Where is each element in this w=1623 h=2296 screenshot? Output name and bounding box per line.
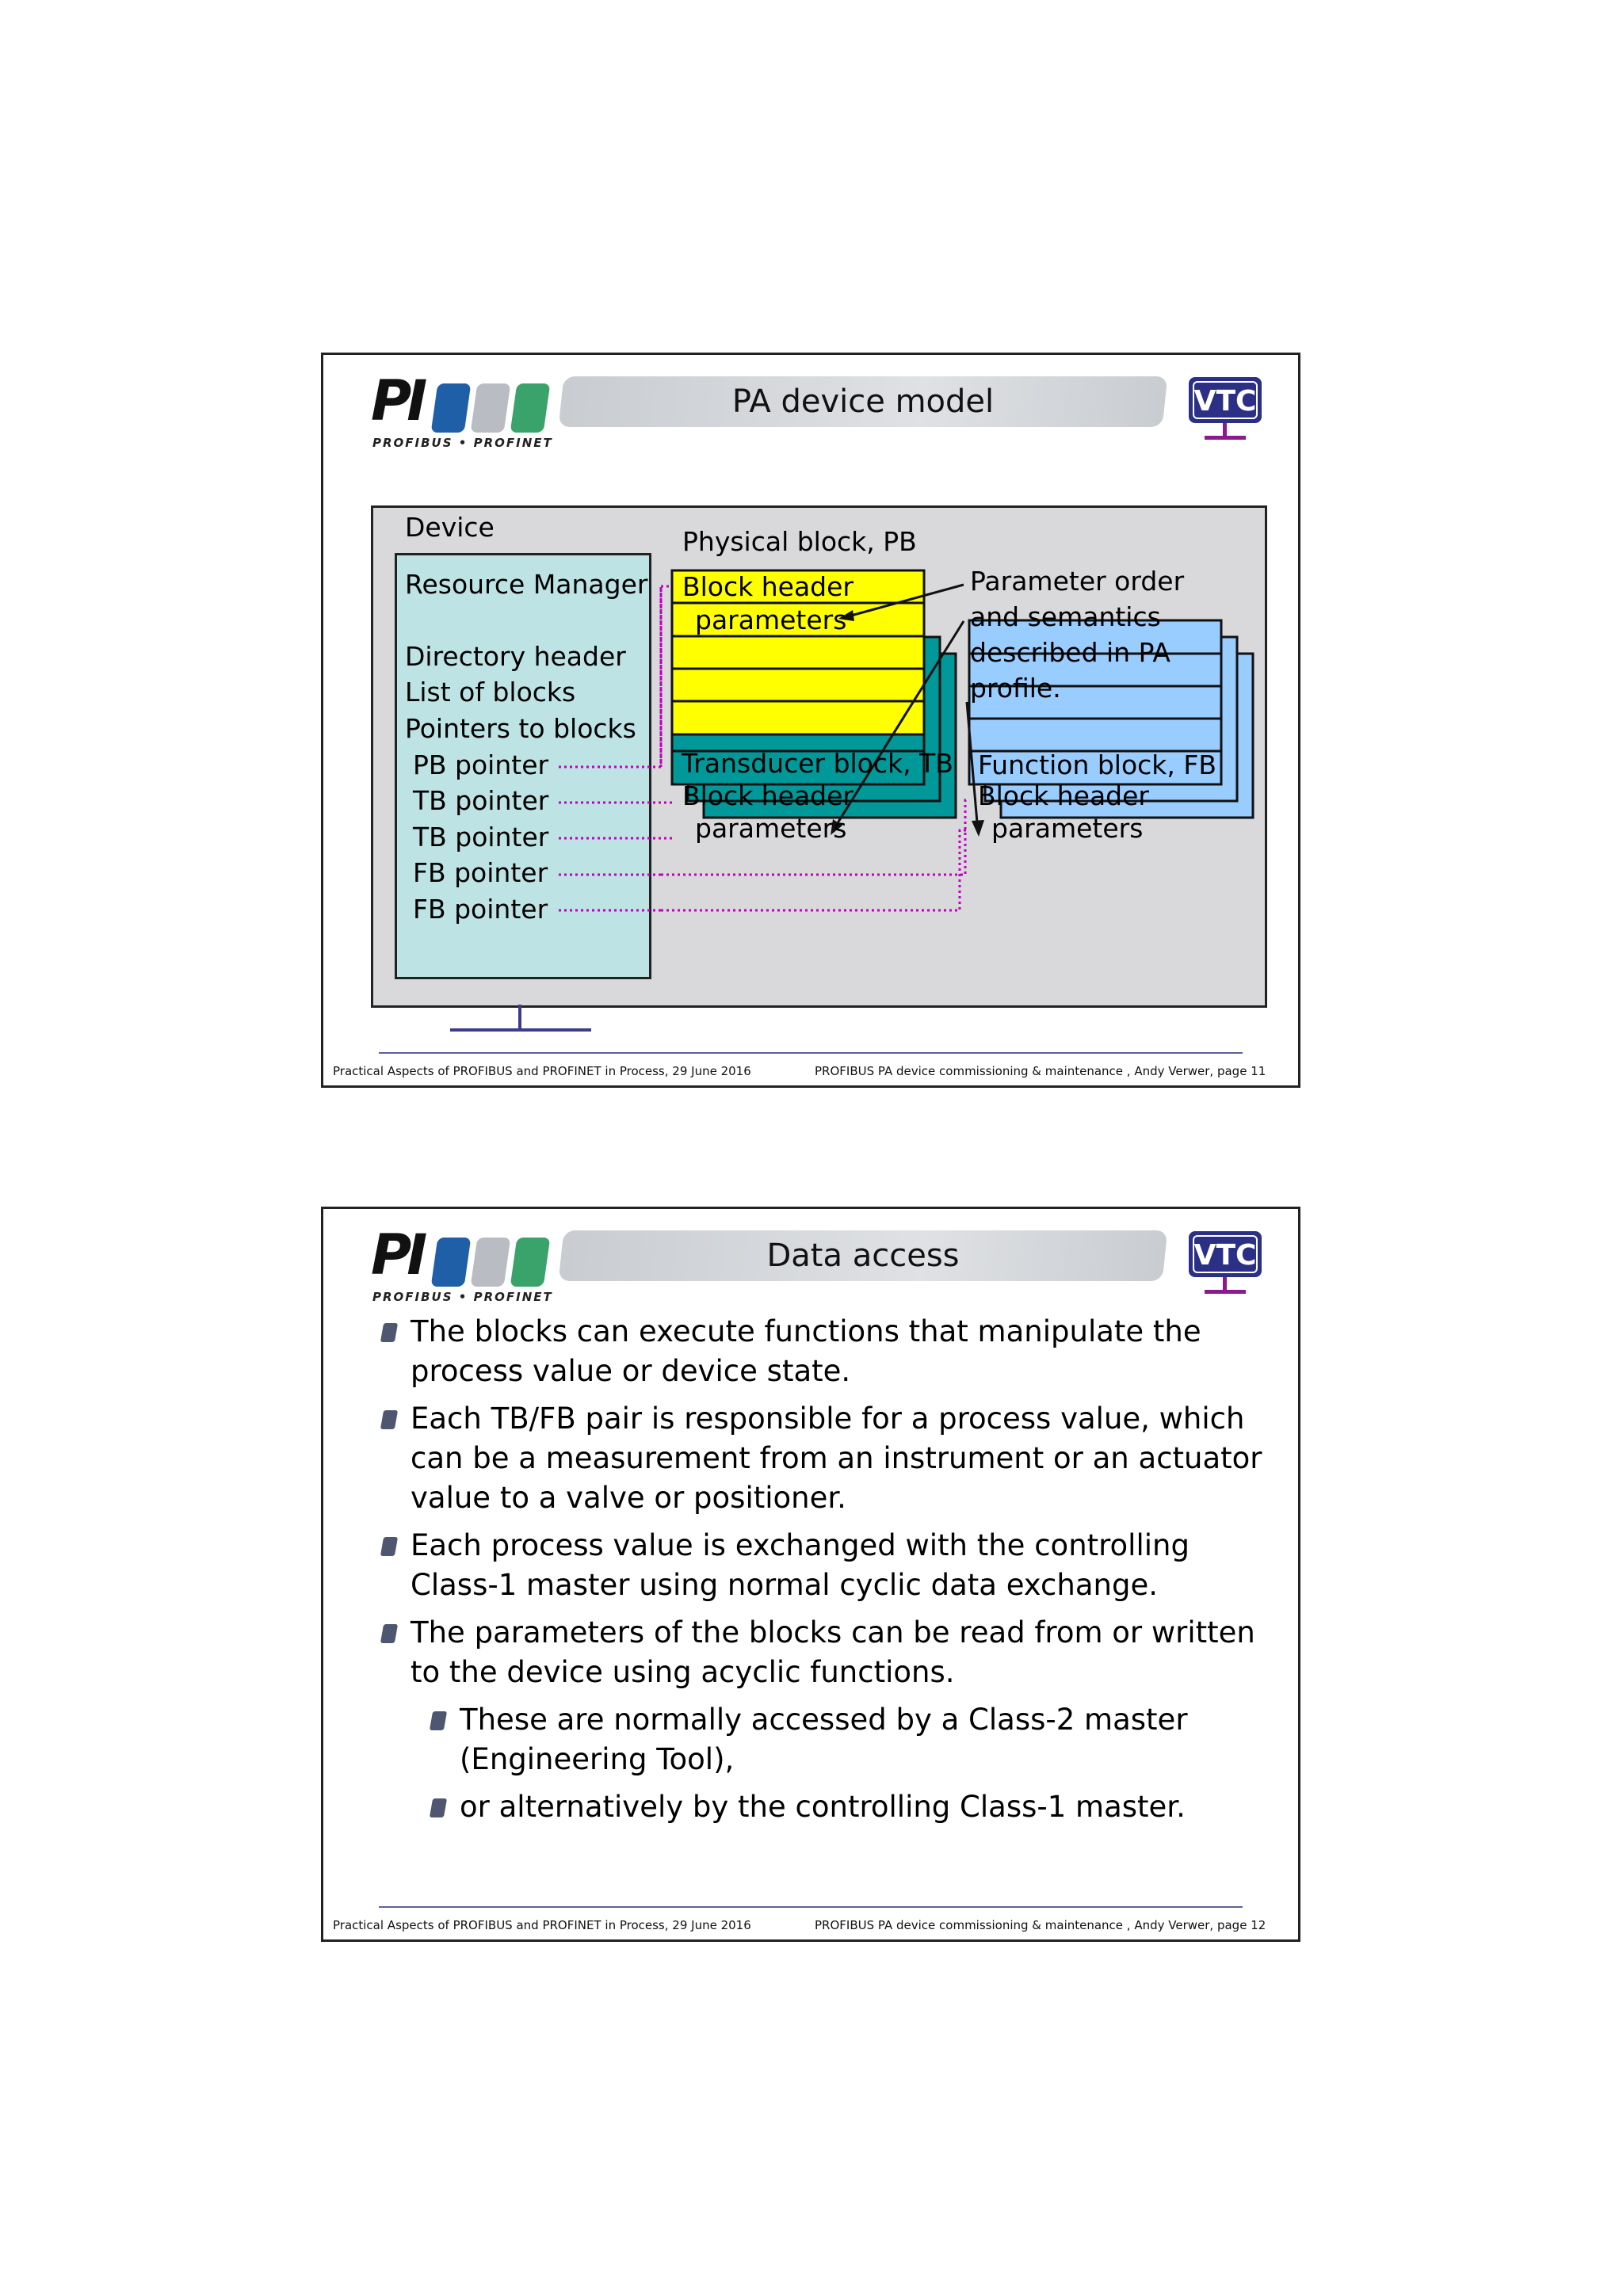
tb-title: Transducer block, TB (682, 748, 953, 779)
fb-block-header: Block header (978, 780, 1149, 811)
rm-fb-pointer-2: FB pointer (413, 894, 548, 925)
pi-logo-text: PI (371, 368, 423, 433)
vtc-logo-text: VTC (1193, 385, 1257, 418)
pi-logo-text: PI (371, 1222, 423, 1287)
stand-base (450, 1028, 591, 1032)
sub-bullet-item (379, 1700, 1266, 1779)
footer-divider (379, 1906, 1243, 1908)
note-line-1: Parameter order (970, 566, 1185, 597)
device-label: Device (405, 512, 495, 543)
bullet-text: The blocks can execute functions that manipulate the process value or device state. (411, 1314, 1201, 1388)
slide-title: Data access (766, 1238, 960, 1274)
pb-parameters: parameters (695, 605, 847, 635)
logo-tile-grey (471, 1238, 511, 1287)
rm-list-of-blocks: List of blocks (405, 677, 576, 707)
rm-directory-header: Directory header (405, 641, 626, 672)
footer-left: Practical Aspects of PROFIBUS and PROFINET in Process, 29 June 2016 (333, 1064, 751, 1078)
tb-block-header: Block header (682, 780, 854, 811)
fb-parameters: parameters (991, 813, 1144, 844)
bullet-marker-icon (380, 1537, 398, 1556)
pi-logo-subtitle: PROFIBUS • PROFINET (372, 1290, 553, 1304)
vtc-logo-text: VTC (1193, 1239, 1257, 1272)
footer-left: Practical Aspects of PROFIBUS and PROFINET in Process, 29 June 2016 (333, 1918, 751, 1932)
bullet-item (379, 1613, 1266, 1692)
slide-title: PA device model (731, 383, 995, 420)
sub-bullet-text: or alternatively by the controlling Class-1 master. (460, 1790, 1186, 1824)
logo-tile-green (510, 1238, 551, 1287)
pi-logo (371, 1222, 561, 1304)
rm-pointers-to-blocks: Pointers to blocks (405, 713, 636, 744)
rm-tb-pointer-1: TB pointer (413, 785, 549, 816)
resource-manager-title: Resource Manager (405, 569, 648, 600)
logo-tile-blue (431, 1238, 472, 1287)
note-line-4: profile. (970, 673, 1061, 704)
bullet-text: Each TB/FB pair is responsible for a process value, which can be a measurement from an instrument or an actuator value to a valve or positioner. (411, 1402, 1262, 1515)
bullet-text: Each process value is exchanged with the controlling Class-1 master using normal cyclic data exchange. (411, 1528, 1190, 1602)
bullet-marker-icon (380, 1624, 398, 1643)
vtc-logo (1186, 1226, 1265, 1298)
note-line-2: and semantics (970, 601, 1161, 632)
rm-tb-pointer-2: TB pointer (413, 822, 549, 852)
note-line-3: described in PA (970, 637, 1170, 668)
sub-bullet-text: These are normally accessed by a Class-2 master (Engineering Tool), (460, 1703, 1188, 1776)
block-diagram (323, 355, 1298, 1090)
bullet-item (379, 1526, 1266, 1605)
rm-fb-pointer-1: FB pointer (413, 857, 548, 888)
bullet-marker-icon (430, 1711, 447, 1730)
slide-pa-device-model (321, 353, 1300, 1088)
bullet-marker-icon (430, 1798, 447, 1817)
fb-title: Function block, FB (978, 749, 1217, 780)
stand-post (518, 1005, 521, 1030)
bullet-item (379, 1399, 1266, 1518)
footer-divider (379, 1052, 1243, 1054)
bullet-item (379, 1312, 1266, 1391)
bullet-marker-icon (380, 1323, 398, 1342)
pi-logo-subtitle: PROFIBUS • PROFINET (372, 436, 553, 450)
slide-data-access (321, 1207, 1300, 1942)
bullet-text: The parameters of the blocks can be read from or written to the device using acyclic functions. (411, 1615, 1255, 1689)
bullet-marker-icon (380, 1410, 398, 1429)
tb-parameters: parameters (695, 813, 847, 844)
pb-block-header: Block header (682, 571, 854, 602)
rm-pb-pointer: PB pointer (413, 749, 549, 780)
footer-right: PROFIBUS PA device commissioning & maintenance , Andy Verwer, page 11 (815, 1064, 1266, 1078)
pb-title: Physical block, PB (682, 526, 917, 557)
sub-bullet-item (379, 1787, 1266, 1827)
footer-right: PROFIBUS PA device commissioning & maintenance , Andy Verwer, page 12 (815, 1918, 1266, 1932)
bullet-list (379, 1312, 1266, 1835)
